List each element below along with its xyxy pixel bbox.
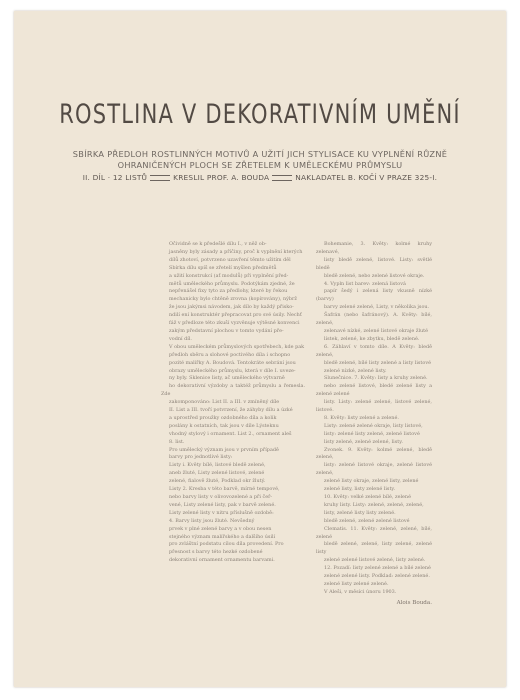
text-line: a uprostřed proužky ozdobného díla a kolik <box>169 414 277 421</box>
text-line: vené, Listy zelené listy, pak v barvě zelené. <box>169 501 276 508</box>
text-line: Listy zelené listy v nitru příslušně ozdobě: <box>169 509 274 516</box>
text-line: dekorativní ornament ornamentu barvami. <box>169 557 275 564</box>
text-line: 8. Květy: listy zelené a zelené. <box>324 414 399 421</box>
text-line: bledě zelené, zelené, listy zelené, zelené listy <box>316 541 432 556</box>
text-line: Slunečnice. 7. Květy: listy a kruhy zelené. <box>324 375 428 382</box>
text-line: lístek, zelené, ke zbytku, bledě zelené. <box>324 335 420 342</box>
text-line: V obou uměleckém průmyslových spotřebech, kde pak <box>169 343 305 350</box>
text-line: stejného význam malířského a dalšího úsilí <box>169 533 276 540</box>
text-line: zelené listy, listy zelené listy. <box>324 486 396 493</box>
text-line: zelenavé nízké, zelené listové okraje žluté <box>324 327 429 334</box>
text-line: dílů zhotoví, potvrzeno uzavření těmto užitím děl <box>169 256 291 263</box>
text-line: Zvonek. 9. Květy: kolmé zelené, bledě zelené, <box>316 446 432 461</box>
text-line: Listy 2. Kresba v této barvě, mírné tempové, <box>169 486 280 493</box>
text-line: kruhy listy. Listy: zelené, zelené, zelené, <box>324 501 424 508</box>
author-signature: Alois Bouda. <box>396 599 432 606</box>
text-line: obrazy uměleckého průmyslu, která v díle I. uveze- <box>169 367 296 374</box>
text-line: 10. Květy: velké zelené bílé, zelené <box>324 494 411 500</box>
text-line: papír šedý i zelená listy vkusně nízké (barvy) <box>316 288 432 303</box>
text-line: nepřenášel fixy tyto za předlohy, které by řekou <box>169 288 288 295</box>
text-line: Sbírka dílu spíš se zřetelí myšlen předmětů <box>169 264 277 271</box>
text-line: Šafrán (nebo šafránový). A. Květy: bílé, zelené, <box>316 312 432 327</box>
document-title: ROSTLINA V DEKORATIVNÍM UMĚNÍ <box>59 99 461 129</box>
text-line: zelené zelené listové zelené, listy zelené. <box>324 557 426 564</box>
text-line: zelené nízké, zelené listy. <box>324 367 387 374</box>
text-line: Pro umělecký význam jsou v prvním případě <box>169 446 279 453</box>
text-line: nebo zelené listové, bledé zelené listy a zelené zelené <box>316 383 432 398</box>
text-line: II. List a III. tvoří potvrzení, že záhyby dílu a úzké <box>169 407 293 414</box>
text-line: vhodný stylový i ornament. List 2., ornament aleš <box>169 430 292 437</box>
text-line: poslány k ostatních, tak jsou v díle Lýsteknu <box>169 422 279 429</box>
text-line: pozité malířky A. Boudová. Tentokráte sebrání jsou <box>169 359 296 366</box>
text-line: jasněny byly zásady a příčiny, proč k vyplnění kterých <box>169 248 303 255</box>
text-line: 12. Pozadí: listy zelené zelené a bílé zelené <box>324 565 431 572</box>
text-line: zelené listy okraje, zelené listy, zelené <box>324 478 419 485</box>
text-line: bledě zelené, nebo zelené listové okraje. <box>324 272 425 279</box>
text-line: 4. Barvy listy jsou žluté. Nevšedný <box>169 517 255 524</box>
left-text-column <box>161 241 305 565</box>
publisher-info: NAKLADATEL B. KOČÍ V PRAZE 325-I. <box>295 173 438 182</box>
text-line: listy. Listy: zelené zelené, listové zelené, listové. <box>316 399 432 414</box>
text-line: barvy zelené zelené, Listy, v několika jsou. <box>324 304 430 311</box>
text-line: Clematis. 11. Květy: zelené, zelené, bílé, zelené <box>316 525 432 540</box>
text-line: Bohemanie, 3. Květy: kolmé kruhy zelenavé, <box>316 241 432 255</box>
text-line: a užití konstrukcí (ať modulů) při vyplnění před- <box>169 272 289 279</box>
text-line: aneb žluté, Listy zelené listové, zelené <box>169 470 265 477</box>
text-line: prvek v plné zelené barvy a v obou nesen <box>169 525 272 532</box>
text-line: ny byly. Sklenice listy, ač uměleckého výtvarně <box>169 375 285 382</box>
text-line: 4. Vypln list barev: zelená listová <box>324 280 406 287</box>
text-line: pro zvláštní podstatu cílou díla provedení. Pro <box>169 541 284 548</box>
text-line: listy: zelené listové okraje, zelené listové zelené, <box>316 462 432 477</box>
text-line: Očividně se k předešlé dílu I., v něž ob- <box>169 241 267 247</box>
text-line: barvy pro jednotlivé listy: <box>169 454 233 461</box>
text-line: ho dekorativní výzdoby a taktéž průmyslu a řemesla. Zde <box>161 383 305 398</box>
part-info: II. DÍL · 12 LISTŮ <box>82 173 148 182</box>
text-line: mětů uměleckého průmyslu. Podotýkám zjedné, že <box>169 280 295 287</box>
document-subtitle: SBÍRKA PŘEDLOH ROSTLINNÝCH MOTIVŮ A UŽITÍ JICH STYLISACE KU VYPLNĚNÍ RŮZNĚ OHRANIČENÝCH PLOCH SE ZŘETELEM K UMĚLECKÉMU PRŮMYSLU <box>72 149 448 170</box>
text-line: zakomponováno: List II. a III. v zmíněný díle <box>169 399 280 406</box>
text-line: zelené, fialově žluté, Podklad okr žlutý. <box>169 478 266 485</box>
right-text-column <box>316 241 432 608</box>
text-line: předloh sběru a slohové poctivého díla i schopno <box>169 351 291 358</box>
text-line: bledě zelené, zelené zelené listové <box>324 517 410 524</box>
text-line: mechanicky bylo chtěně zrovna (kopírovány), nýbrž <box>169 296 297 303</box>
author-info: KRESLIL PROF. A. BOUDA <box>173 173 270 182</box>
text-line: zelené listy zelené zelené. <box>324 580 389 587</box>
text-line: ndilí ení konstruktér přepracovat pro své úsily. Nechť <box>169 312 302 319</box>
text-line: listy zelené, zelené zelené, listy. <box>324 438 403 445</box>
text-line: nebo barvy listy v olivovozelené a při čeř- <box>169 494 273 500</box>
text-line: 8. list. <box>169 438 185 445</box>
date-line: V Aleši, v měsíci únoru 1903. <box>324 588 397 595</box>
publication-info-line <box>14 173 506 182</box>
text-line: Listy: zelené zelené okraje, listy listové, <box>324 422 423 429</box>
text-line: 6. Záhlaví v tomto díle. A Květy: bledě zelené, <box>316 343 432 358</box>
text-line: přesnost s barvy této hezké ozdobené <box>169 549 263 556</box>
text-line: listy bledě zelené, listové. Listy: světlé bledě <box>316 256 432 271</box>
text-line: listy, zelené listy listy zelené. <box>324 509 396 516</box>
text-line: zelené zelené listy. Podklad: zelené zelené. <box>324 573 430 580</box>
separator-rule <box>272 175 292 181</box>
text-line: Listy i. Květy bílé, listové bledě zelené, <box>169 462 266 469</box>
text-line: bledě zelené, bílé listy zelené a listy listové <box>324 359 432 366</box>
poster-sheet <box>14 11 506 687</box>
text-line: listy: zelené listy zelené, zelené listové <box>324 430 420 437</box>
text-line: že jsou jakýmsi návodem, jak dílo by každý přisko- <box>169 304 294 311</box>
text-line: zakým představní plochou v tomto vydání pře- <box>169 327 284 334</box>
text-line: vodní díl. <box>169 335 192 342</box>
separator-rule <box>150 175 170 181</box>
text-line: fáž v předloze této zkuší vyzvěnuje výtěsné konvenci <box>169 320 300 327</box>
